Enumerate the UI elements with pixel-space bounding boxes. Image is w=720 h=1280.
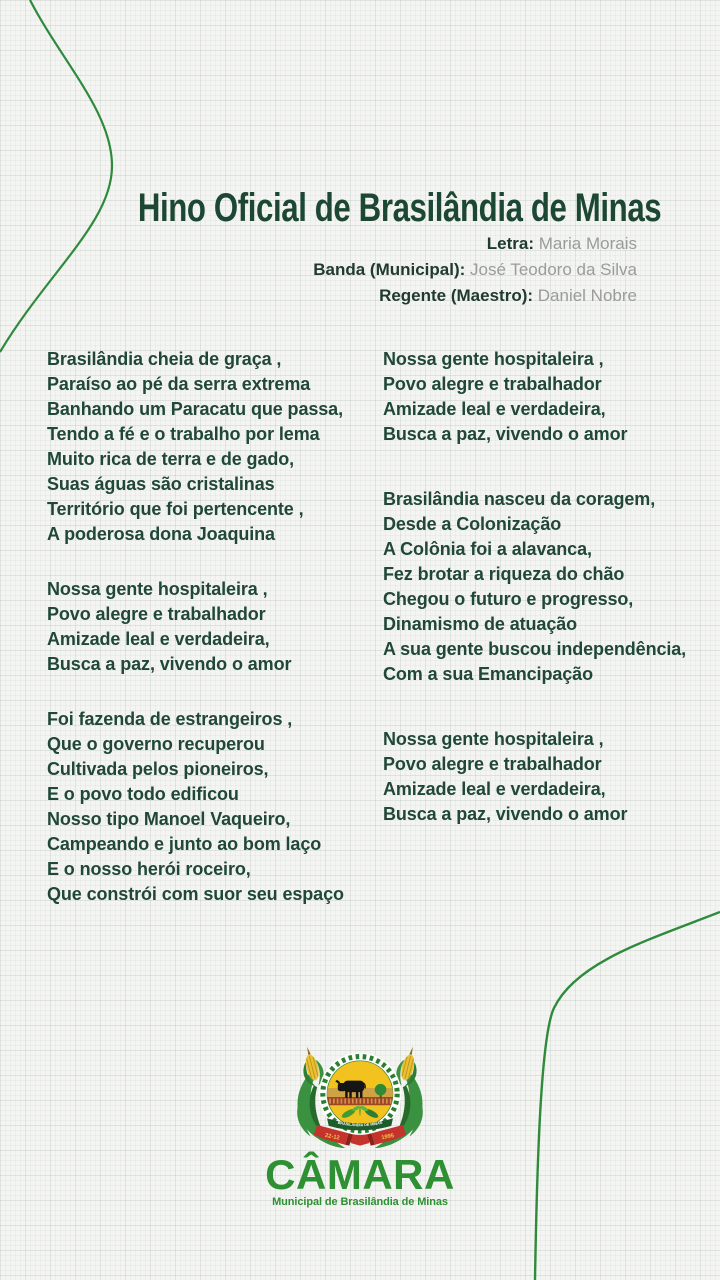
lyric-line: Brasilândia cheia de graça ,: [47, 349, 282, 369]
credit-row-regente: [313, 283, 637, 309]
lyric-line: Busca a paz, vivendo o amor: [383, 804, 628, 824]
credit-value: Maria Morais: [538, 234, 637, 253]
credit-label: Banda (Municipal):: [313, 260, 466, 279]
lyric-line: Muito rica de terra e de gado,: [47, 449, 295, 469]
org-name: CÂMARA: [265, 1151, 455, 1198]
municipal-seal-icon: [269, 1046, 451, 1153]
top-left-curve-line: [0, 0, 112, 352]
lyric-line: Que constrói com suor seu espaço: [47, 884, 344, 904]
camara-logo: [0, 1046, 720, 1208]
lyric-line: Nossa gente hospitaleira ,: [383, 729, 604, 749]
lyric-line: A poderosa dona Joaquina: [47, 524, 275, 544]
lyric-line: E o povo todo edificou: [47, 784, 239, 804]
seal-date-left: 22-12: [324, 1132, 341, 1142]
lyric-line: Povo alegre e trabalhador: [383, 374, 602, 394]
lyric-line: Busca a paz, vivendo o amor: [47, 654, 292, 674]
seal-banner-text: BRASILÂNDIA DE MINAS: [337, 1120, 383, 1128]
stanza-5: [383, 487, 718, 687]
lyric-line: Suas águas são cristalinas: [47, 474, 275, 494]
lyric-line: Paraíso ao pé da serra extrema: [47, 374, 311, 394]
seal-date-right: 1995: [380, 1133, 395, 1142]
lyric-line: Povo alegre e trabalhador: [383, 754, 602, 774]
title-row: [0, 186, 720, 231]
lyric-line: Nossa gente hospitaleira ,: [47, 579, 268, 599]
credit-row-banda: [313, 257, 637, 283]
credits-block: [313, 231, 637, 309]
lyric-line: Território que foi pertencente ,: [47, 499, 304, 519]
lyric-line: Cultivada pelos pioneiros,: [47, 759, 269, 779]
stanza-4-chorus: [383, 347, 718, 447]
credit-value: José Teodoro da Silva: [470, 260, 637, 279]
credit-label: Regente (Maestro):: [379, 286, 534, 305]
stanza-2-chorus: [47, 577, 382, 677]
credit-label: Letra:: [486, 234, 535, 253]
lyric-line: Nosso tipo Manoel Vaqueiro,: [47, 809, 291, 829]
bridge-icon: [325, 1097, 394, 1105]
credit-value: Daniel Nobre: [537, 286, 637, 305]
lyric-line: Dinamismo de atuação: [383, 614, 578, 634]
lyric-line: Busca a paz, vivendo o amor: [383, 424, 628, 444]
lyric-line: Banhando um Paracatu que passa,: [47, 399, 343, 419]
lyric-line: Tendo a fé e o trabalho por lema: [47, 424, 320, 444]
lyric-line: Campeando e junto ao bom laço: [47, 834, 322, 854]
lyric-line: Amizade leal e verdadeira,: [47, 629, 270, 649]
stanza-6-chorus: [383, 727, 718, 827]
lyrics-left-column: [47, 347, 382, 937]
lyric-line: E o nosso herói roceiro,: [47, 859, 251, 879]
lyric-line: Fez brotar a riqueza do chão: [383, 564, 625, 584]
lyric-line: A sua gente buscou independência,: [383, 639, 687, 659]
stanza-3: [47, 707, 382, 907]
lyric-line: Amizade leal e verdadeira,: [383, 779, 606, 799]
page-title: Hino Oficial de Brasilândia de Minas: [137, 186, 662, 230]
lyric-line: Povo alegre e trabalhador: [47, 604, 266, 624]
lyric-line: A Colônia foi a alavanca,: [383, 539, 592, 559]
org-subtitle: Municipal de Brasilândia de Minas: [272, 1196, 448, 1208]
lyric-line: Nossa gente hospitaleira ,: [383, 349, 604, 369]
credit-row-letra: [313, 231, 637, 257]
stanza-1: [47, 347, 382, 547]
lyric-line: Amizade leal e verdadeira,: [383, 399, 606, 419]
lyrics-right-column: [383, 347, 718, 867]
lyric-line: Com a sua Emancipação: [383, 664, 593, 684]
lyric-line: Que o governo recuperou: [47, 734, 265, 754]
lyric-line: Foi fazenda de estrangeiros ,: [47, 709, 293, 729]
lyric-line: Chegou o futuro e progresso,: [383, 589, 634, 609]
seal-disc-icon: [319, 1053, 401, 1135]
lyric-line: Desde a Colonização: [383, 514, 562, 534]
lyric-line: Brasilândia nasceu da coragem,: [383, 489, 656, 509]
